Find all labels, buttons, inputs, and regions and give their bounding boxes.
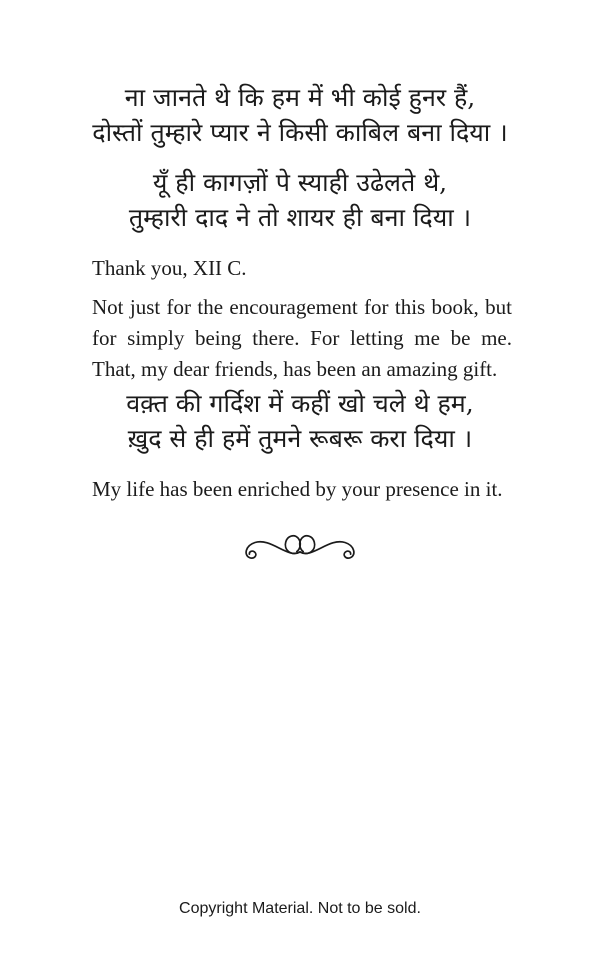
couplet-1-line-1: ना जानते थे कि हम में भी कोई हुनर हैं, — [124, 83, 476, 112]
couplet-2-line-1: यूँ ही कागज़ों पे स्याही उढेलते थे, — [152, 168, 448, 197]
salutation-text: Thank you, XII C. — [92, 256, 247, 280]
couplet-2-line-2: तुम्हारी दाद ने तो शायर ही बना दिया । — [128, 203, 472, 232]
flourish-divider — [0, 528, 600, 575]
hindi-couplet-3 — [60, 386, 540, 456]
hindi-couplet-1 — [60, 80, 540, 150]
couplet-3-line-2: ख़ुद से ही हमें तुमने रूबरू करा दिया । — [127, 424, 473, 453]
couplet-1-line-2: दोस्तों तुम्हारे प्यार ने किसी काबिल बना दिया । — [92, 118, 508, 147]
closing-text: My life has been enriched by your presence in it. — [92, 477, 503, 501]
body-paragraph: Not just for the encouragement for this book, but for simply being there. For letting me be me. That, my dear friends, has been an amazing gift. — [92, 295, 512, 381]
couplet-3-line-1: वक़्त की गर्दिश में कहीं खो चले थे हम, — [126, 389, 474, 418]
hindi-couplet-2 — [60, 165, 540, 235]
copyright-notice: Copyright Material. Not to be sold. — [179, 900, 421, 917]
calligraphic-flourish-icon — [237, 528, 363, 570]
